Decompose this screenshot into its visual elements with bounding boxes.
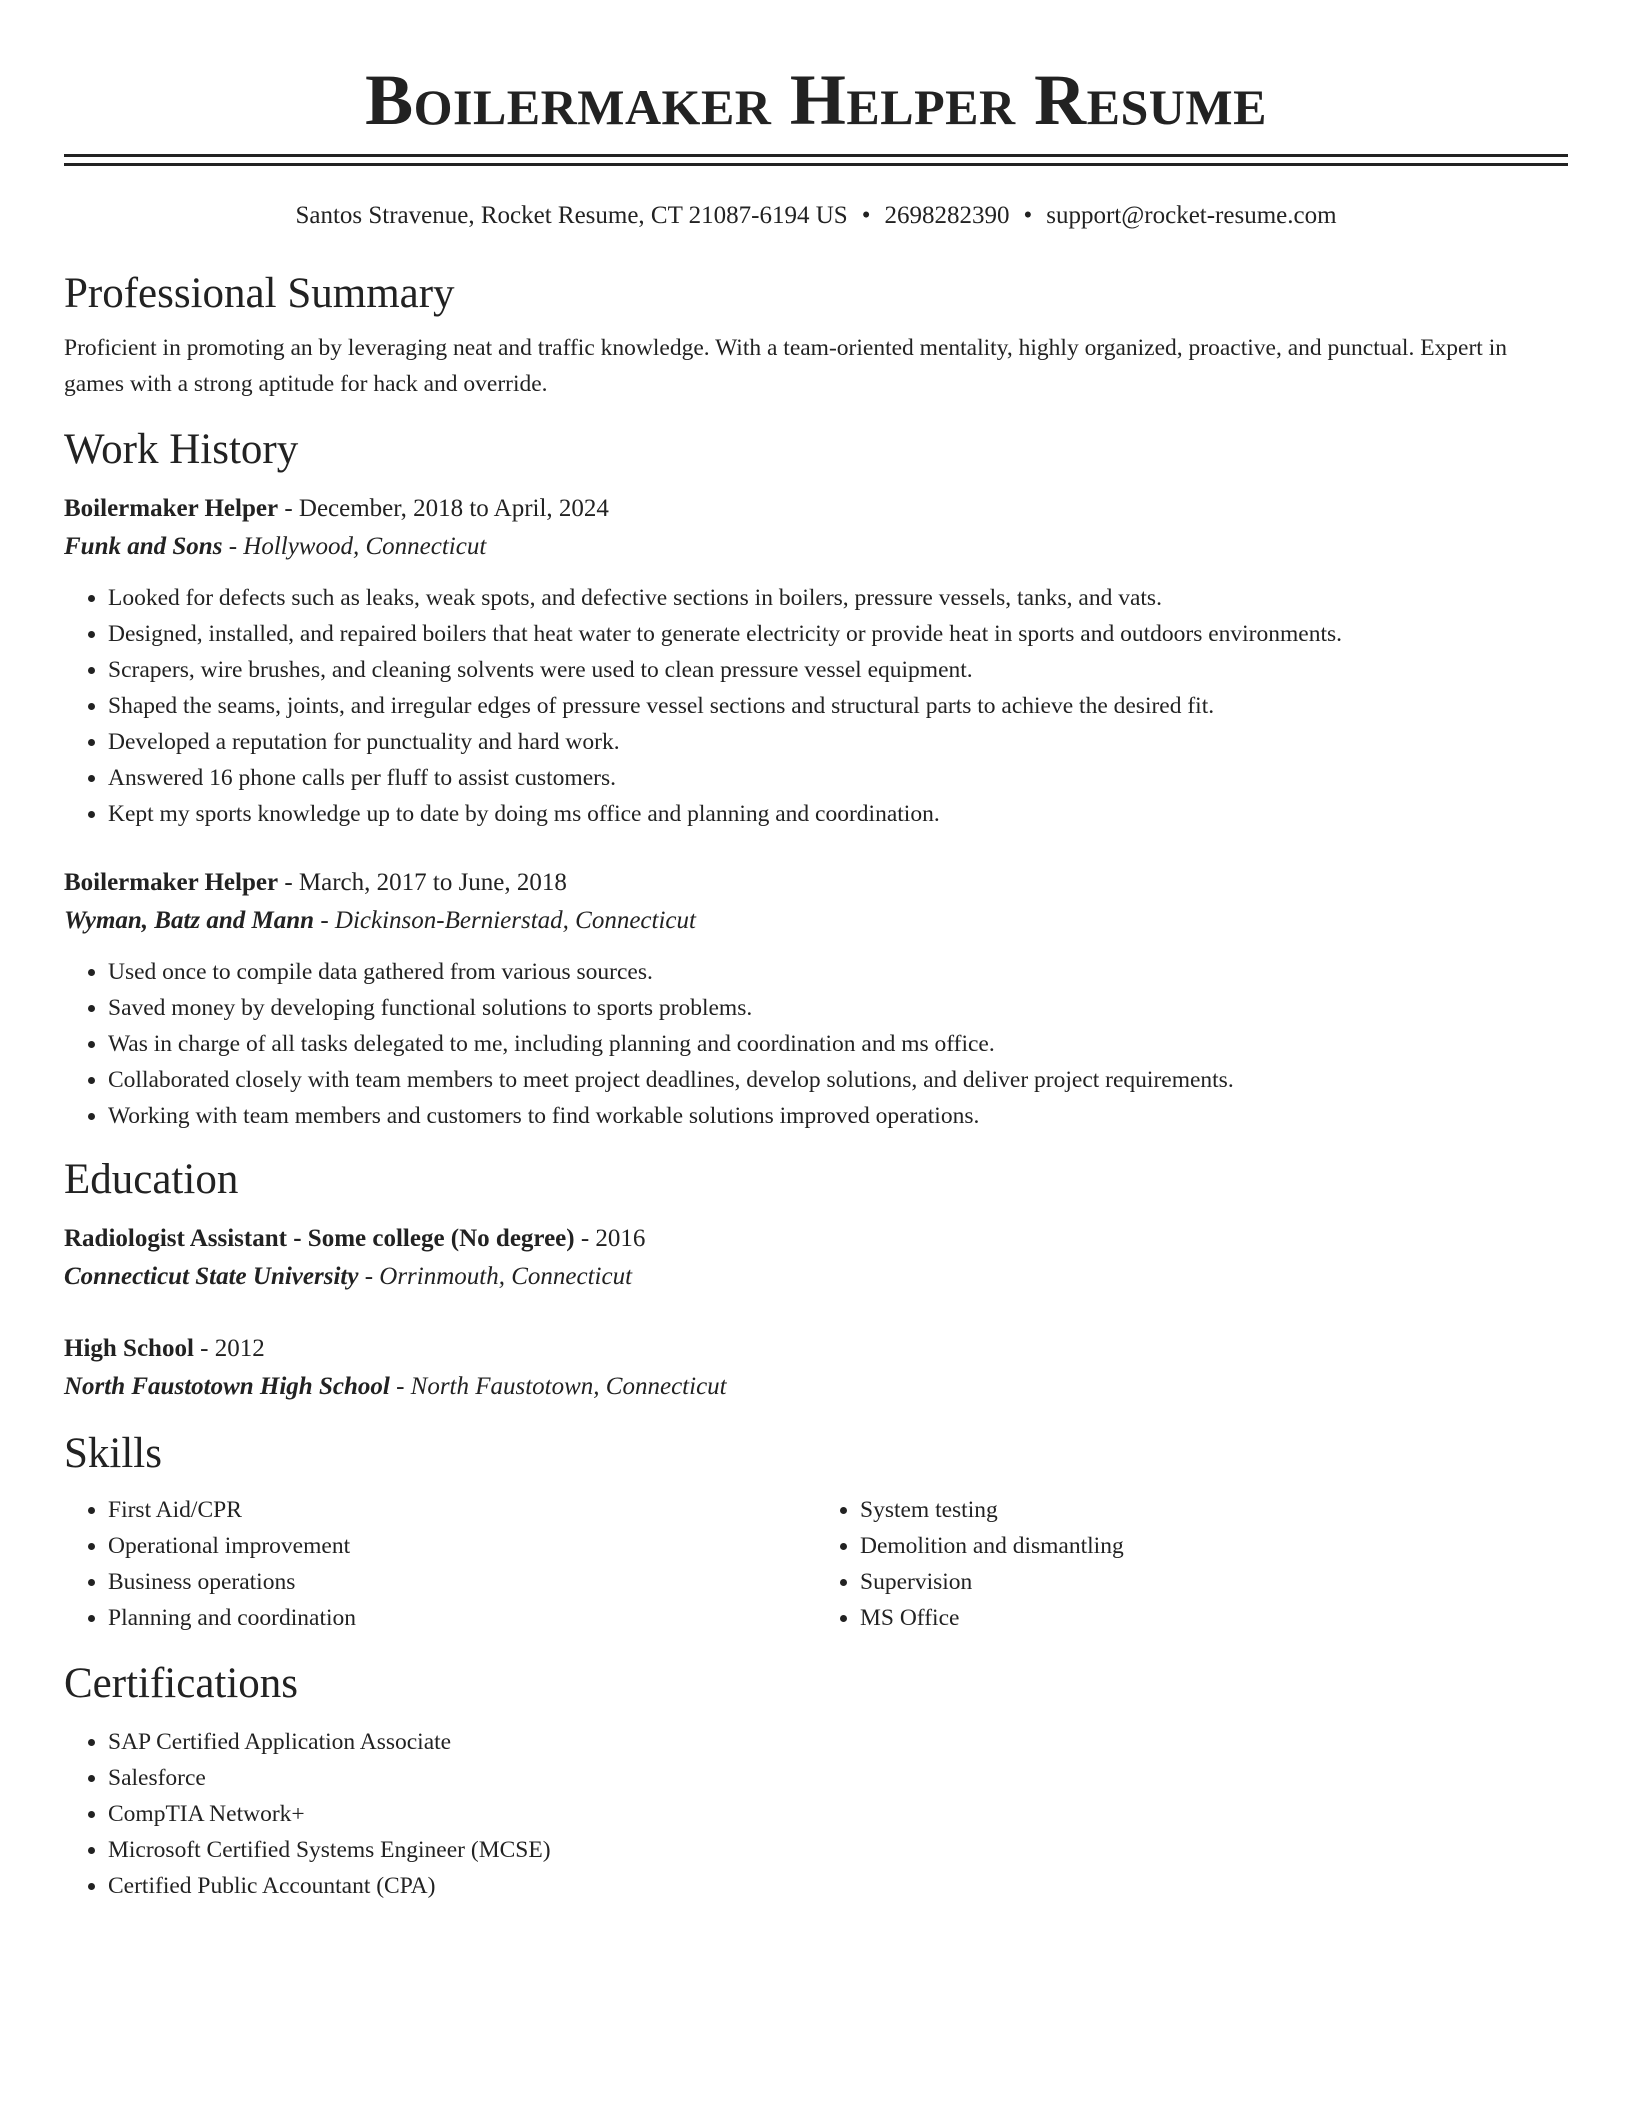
list-item: • Scrapers, wire brushes, and cleaning solvents were used to clean pressure vessel equipment.	[108, 652, 1568, 688]
certifications-list	[64, 1724, 1568, 1904]
education-school-line	[64, 1258, 1568, 1296]
education-school: Connecticut State University	[64, 1263, 359, 1290]
section-heading-certifications: Certifications	[64, 1660, 299, 1707]
list-item: • System testing	[860, 1492, 1568, 1528]
skills-list-right	[816, 1492, 1568, 1636]
summary-section	[64, 268, 1568, 402]
section-heading-work: Work History	[64, 426, 299, 473]
contact-address: Santos Stravenue, Rocket Resume, CT 21087-6194 US	[295, 202, 848, 229]
list-item: • Working with team members and customers to find workable solutions improved operations.	[108, 1098, 1568, 1134]
list-item: • Looked for defects such as leaks, weak spots, and defective sections in boilers, pressure vessels, tanks, and vats.	[108, 580, 1568, 616]
education-school-line	[64, 1368, 1568, 1406]
education-year: - 2016	[574, 1225, 646, 1252]
job-dates: - March, 2017 to June, 2018	[278, 869, 567, 896]
list-item: • Was in charge of all tasks delegated to me, including planning and coordination and ms office.	[108, 1026, 1568, 1062]
certifications-section	[64, 1658, 1568, 1904]
education-degree: Radiologist Assistant - Some college (No degree)	[64, 1225, 575, 1252]
summary-text: Proficient in promoting an by leveraging neat and traffic knowledge. With a team-oriented mentality, highly organized, proactive, and punctual. Expert in games with a strong aptitude for hack and override.	[64, 335, 1507, 397]
education-section	[64, 1154, 1568, 1406]
job-location: - Hollywood, Connecticut	[222, 533, 487, 560]
list-item: • Used once to compile data gathered from various sources.	[108, 954, 1568, 990]
list-item: • Kept my sports knowledge up to date by doing ms office and planning and coordination.	[108, 796, 1568, 832]
education-entry	[64, 1220, 1568, 1296]
list-item: • Answered 16 phone calls per fluff to assist customers.	[108, 760, 1568, 796]
section-heading-summary: Professional Summary	[64, 270, 455, 317]
job-entry	[64, 864, 1568, 1134]
education-entry	[64, 1330, 1568, 1406]
education-header	[64, 1220, 1568, 1258]
resume-title: Boilermaker Helper Resume	[365, 60, 1267, 140]
skills-columns	[64, 1492, 1568, 1636]
job-location: - Dickinson-Bernierstad, Connecticut	[314, 907, 696, 934]
list-item: • Shaped the seams, joints, and irregular edges of pressure vessel sections and structural parts to achieve the desired fit.	[108, 688, 1568, 724]
section-heading-skills: Skills	[64, 1430, 162, 1477]
title-double-rule	[64, 154, 1568, 166]
job-title: Boilermaker Helper	[64, 869, 279, 896]
job-company: Funk and Sons	[64, 533, 223, 560]
job-bullets	[64, 954, 1568, 1134]
job-dates: - December, 2018 to April, 2024	[278, 495, 609, 522]
contact-separator: •	[1023, 202, 1033, 229]
education-header	[64, 1330, 1568, 1368]
list-item: • First Aid/CPR	[108, 1492, 816, 1528]
education-school: North Faustotown High School	[64, 1373, 390, 1400]
list-item: • Microsoft Certified Systems Engineer (MCSE)	[108, 1832, 1568, 1868]
contact-phone: 2698282390	[884, 202, 1010, 229]
job-entry	[64, 490, 1568, 832]
education-location: - Orrinmouth, Connecticut	[358, 1263, 633, 1290]
list-item: • CompTIA Network+	[108, 1796, 1568, 1832]
job-employer	[64, 902, 1568, 940]
contact-email: support@rocket-resume.com	[1046, 202, 1337, 229]
list-item: • Saved money by developing functional solutions to sports problems.	[108, 990, 1568, 1026]
list-item: • Planning and coordination	[108, 1600, 816, 1636]
list-item: • Certified Public Accountant (CPA)	[108, 1868, 1568, 1904]
list-item: • Collaborated closely with team members to meet project deadlines, develop solutions, and deliver project requirements.	[108, 1062, 1568, 1098]
list-item: • Demolition and dismantling	[860, 1528, 1568, 1564]
section-heading-education: Education	[64, 1156, 239, 1203]
list-item: • SAP Certified Application Associate	[108, 1724, 1568, 1760]
education-location: - North Faustotown, Connecticut	[389, 1373, 727, 1400]
education-degree: High School	[64, 1335, 194, 1362]
contact-line	[64, 200, 1568, 232]
job-bullets	[64, 580, 1568, 832]
skills-section	[64, 1428, 1568, 1636]
list-item: • Developed a reputation for punctuality and hard work.	[108, 724, 1568, 760]
job-title: Boilermaker Helper	[64, 495, 279, 522]
education-year: - 2012	[193, 1335, 265, 1362]
work-history-section	[64, 424, 1568, 1134]
contact-separator: •	[861, 202, 871, 229]
skills-list-left	[64, 1492, 816, 1636]
list-item: • Salesforce	[108, 1760, 1568, 1796]
list-item: • Supervision	[860, 1564, 1568, 1600]
list-item: • MS Office	[860, 1600, 1568, 1636]
list-item: • Business operations	[108, 1564, 816, 1600]
list-item: • Designed, installed, and repaired boilers that heat water to generate electricity or provide heat in sports and outdoors environments.	[108, 616, 1568, 652]
job-company: Wyman, Batz and Mann	[64, 907, 315, 934]
list-item: • Operational improvement	[108, 1528, 816, 1564]
job-header	[64, 490, 1568, 528]
job-header	[64, 864, 1568, 902]
job-employer	[64, 528, 1568, 566]
